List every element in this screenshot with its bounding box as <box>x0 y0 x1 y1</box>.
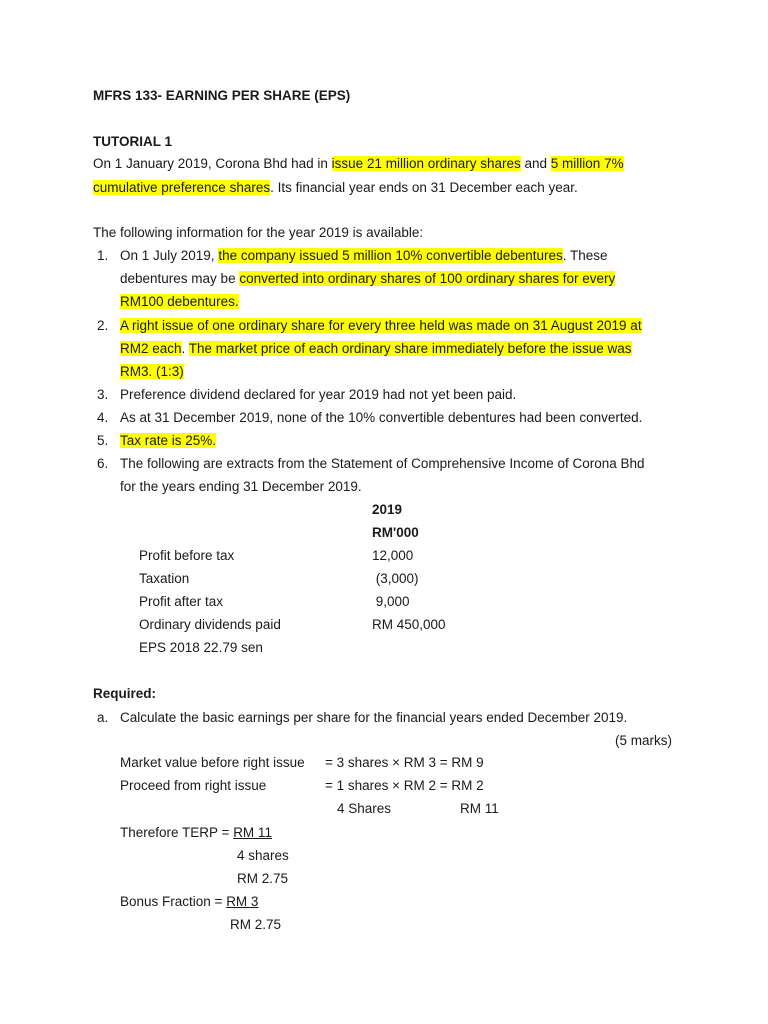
bonus-fraction-numerator: RM 3 <box>226 894 259 909</box>
item-3-text: Preference dividend declared for year 2019 had not yet been paid. <box>120 387 517 402</box>
item-text: On 1 July 2019, <box>120 248 219 263</box>
statement-row-value: 12,000 <box>372 548 414 563</box>
highlight-tax-rate: Tax rate is 25%. <box>120 433 217 448</box>
intro-line-1 <box>93 155 624 173</box>
item-2-line-3 <box>120 363 184 381</box>
item-number: 3. <box>97 387 109 402</box>
statement-unit-header: RM'000 <box>372 525 419 540</box>
item-text: . <box>181 341 189 356</box>
statement-row-value: RM 450,000 <box>372 617 446 632</box>
statement-row-label: Profit after tax <box>139 594 224 609</box>
terp-result: RM 2.75 <box>237 871 289 886</box>
proceed-calc: = 1 shares × RM 2 = RM 2 <box>325 778 484 793</box>
statement-year-header: 2019 <box>372 502 403 517</box>
total-shares: 4 Shares <box>337 801 392 816</box>
terp-label: Therefore TERP = <box>120 825 234 840</box>
item-6-line-1: The following are extracts from the Statement of Comprehensive Income of Corona Bhd <box>120 456 645 471</box>
item-number: 1. <box>97 248 109 263</box>
statement-row-label: Taxation <box>139 571 190 586</box>
item-4-text: As at 31 December 2019, none of the 10% convertible debentures had been converted. <box>120 410 643 425</box>
tutorial-heading: TUTORIAL 1 <box>93 134 173 149</box>
statement-row-value: 9,000 <box>372 594 410 609</box>
item-number: 2. <box>97 318 109 333</box>
statement-row-label: Profit before tax <box>139 548 235 563</box>
highlight-right-issue: A right issue of one ordinary share for every three held was made on 31 August 2019 at <box>120 318 642 333</box>
statement-row-label: Ordinary dividends paid <box>139 617 281 632</box>
highlight-market-price: RM3. (1:3) <box>120 364 184 379</box>
proceed-label: Proceed from right issue <box>120 778 267 793</box>
intro-text: On 1 January 2019, Corona Bhd had in <box>93 156 332 171</box>
total-value: RM 11 <box>460 801 499 816</box>
eps-previous-year: EPS 2018 22.79 sen <box>139 640 263 655</box>
highlight-convertible-debentures: the company issued 5 million 10% convertible debentures <box>218 248 563 263</box>
question-a-text: Calculate the basic earnings per share for the financial years ended December 2019. <box>120 710 628 725</box>
intro-text: . Its financial year ends on 31 December each year. <box>270 180 578 195</box>
required-heading: Required: <box>93 686 157 701</box>
item-text: . These <box>562 248 608 263</box>
highlight-conversion-terms: converted into ordinary shares of 100 ordinary shares for every <box>239 271 616 286</box>
document-title: MFRS 133- EARNING PER SHARE (EPS) <box>93 88 351 103</box>
highlight-ordinary-shares: issue 21 million ordinary shares <box>331 156 521 171</box>
item-1-line-3 <box>120 293 239 311</box>
info-intro: The following information for the year 2019 is available: <box>93 225 424 240</box>
item-6-line-2: for the years ending 31 December 2019. <box>120 479 362 494</box>
terp-numerator: RM 11 <box>233 825 272 840</box>
statement-row-value: (3,000) <box>372 571 419 586</box>
bonus-fraction-denominator: RM 2.75 <box>230 917 282 932</box>
intro-line-2 <box>93 179 578 197</box>
bonus-fraction-line <box>120 893 258 911</box>
highlight-preference-shares: 5 million 7% <box>550 156 624 171</box>
terp-line <box>120 824 272 842</box>
item-number: 4. <box>97 410 109 425</box>
market-value-calc: = 3 shares × RM 3 = RM 9 <box>325 755 484 770</box>
bonus-fraction-label: Bonus Fraction = <box>120 894 227 909</box>
marks-label: (5 marks) <box>615 733 672 748</box>
item-2-line-2 <box>120 340 632 358</box>
item-text: debentures may be <box>120 271 240 286</box>
item-number: 5. <box>97 433 109 448</box>
question-letter: a. <box>97 710 109 725</box>
item-1-line-1 <box>120 247 608 265</box>
highlight-market-price: The market price of each ordinary share immediately before the issue was <box>188 341 632 356</box>
highlight-cumulative-preference: cumulative preference shares <box>93 180 271 195</box>
item-1-line-2 <box>120 270 615 288</box>
highlight-conversion-terms: RM100 debentures. <box>120 294 239 309</box>
item-number: 6. <box>97 456 109 471</box>
market-value-label: Market value before right issue <box>120 755 305 770</box>
intro-text: and <box>520 156 551 171</box>
highlight-right-issue-price: RM2 each <box>120 341 182 356</box>
terp-denominator: 4 shares <box>237 848 289 863</box>
item-2-line-1 <box>120 317 642 335</box>
item-5-text <box>120 432 216 450</box>
